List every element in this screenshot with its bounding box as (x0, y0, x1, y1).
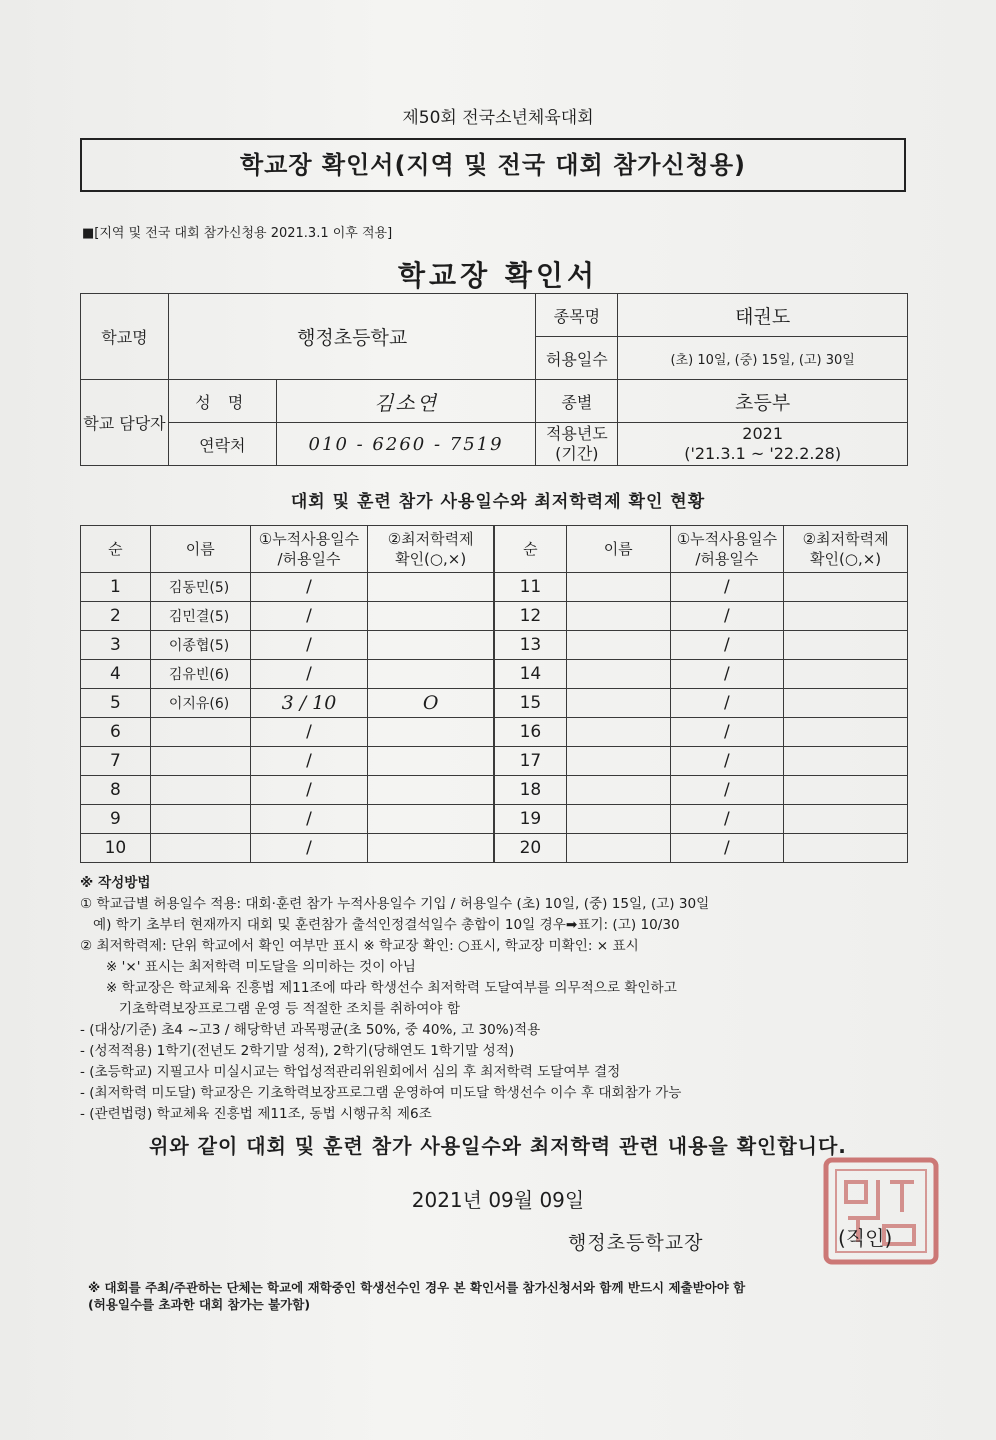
col-days-line1: ①누적사용일수 (258, 530, 360, 548)
academic-check (784, 689, 908, 718)
confirmation-statement: 위와 같이 대회 및 훈련 참가 사용일수와 최저학력 관련 내용을 확인합니다. (149, 1134, 847, 1158)
col-check-line2: 확인(○,×) (395, 550, 467, 568)
allowed-days-label: 허용일수 (536, 337, 618, 380)
days-used: / (250, 631, 368, 660)
table-row (81, 573, 494, 602)
row-number: 17 (495, 747, 567, 776)
academic-check (784, 834, 908, 863)
col-days-line1: ①누적사용일수 (676, 530, 778, 548)
days-used: / (250, 747, 368, 776)
year-period: ('21.3.1 ~ '22.2.28) (684, 444, 842, 463)
academic-check (368, 602, 494, 631)
instruction-line: 기초학력보장프로그램 운영 등 적절한 조치를 취하여야 함 (80, 1001, 460, 1017)
table-row (81, 805, 494, 834)
page-title: 학교장 확인서 (397, 259, 599, 292)
row-number: 11 (495, 573, 567, 602)
table-row (495, 747, 908, 776)
days-used: / (670, 834, 784, 863)
table-row (81, 747, 494, 776)
issue-date: 2021년 09월 09일 (411, 1188, 585, 1212)
col-days-line2: /허용일수 (695, 550, 759, 568)
student-name (566, 747, 670, 776)
footnote-line1: ※ 대회를 주최/주관하는 단체는 학교에 재학중인 학생선수인 경우 본 확인서를 참가신청서와 함께 반드시 제출받아야 함 (88, 1280, 746, 1295)
instruction-line: 예) 학기 초부터 현재까지 대회 및 훈련참가 출석인정결석일수 총합이 10일 경우➡표기: (고) 10/30 (80, 917, 680, 933)
instruction-line: - (관련법령) 학교체육 진흥법 제11조, 동법 시행규칙 제6조 (80, 1106, 432, 1122)
roster-table-right (494, 525, 908, 863)
academic-check (368, 573, 494, 602)
name-label: 성 명 (168, 380, 276, 423)
days-used: / (250, 718, 368, 747)
student-name: 김유빈(6) (150, 660, 250, 689)
academic-check (784, 602, 908, 631)
row-number: 12 (495, 602, 567, 631)
table-row (495, 834, 908, 863)
table-row (81, 718, 494, 747)
row-number: 5 (81, 689, 151, 718)
days-used: / (670, 776, 784, 805)
footnote (88, 1279, 745, 1313)
student-name: 김동민(5) (150, 573, 250, 602)
col-name-header: 이름 (566, 526, 670, 573)
student-name (566, 776, 670, 805)
days-used: / (670, 573, 784, 602)
table-row (495, 718, 908, 747)
row-number: 18 (495, 776, 567, 805)
academic-check: O (368, 689, 494, 718)
row-number: 20 (495, 834, 567, 863)
division-label: 종별 (536, 380, 618, 423)
year-value (618, 423, 908, 466)
table-row (495, 689, 908, 718)
col-check-header (368, 526, 494, 573)
student-name (566, 805, 670, 834)
row-number: 13 (495, 631, 567, 660)
row-number: 19 (495, 805, 567, 834)
year-label-line2: (기간) (555, 444, 599, 463)
student-name (150, 776, 250, 805)
col-no-header: 순 (495, 526, 567, 573)
row-number: 4 (81, 660, 151, 689)
row-number: 7 (81, 747, 151, 776)
footnote-line2: (허용일수를 초과한 대회 참가는 불가함) (88, 1297, 311, 1312)
row-number: 15 (495, 689, 567, 718)
instruction-line: ※ 학교장은 학교체육 진흥법 제11조에 따라 학생선수 최저학력 도달여부를 의무적으로 확인하고 (80, 980, 677, 996)
academic-check (368, 660, 494, 689)
document-title-box: 학교장 확인서(지역 및 전국 대회 참가신청용) (80, 138, 906, 192)
row-number: 1 (81, 573, 151, 602)
instruction-line: - (성적적용) 1학기(전년도 2학기말 성적), 2학기(당해연도 1학기말 성적) (80, 1043, 515, 1059)
col-check-line1: ②최저학력제 (387, 530, 474, 548)
col-name-header: 이름 (150, 526, 250, 573)
student-name (566, 602, 670, 631)
days-used: / (670, 718, 784, 747)
academic-check (784, 776, 908, 805)
instruction-line: ※ '×' 표시는 최저학력 미도달을 의미하는 것이 아님 (80, 959, 416, 975)
table-row (81, 776, 494, 805)
school-value: 행정초등학교 (168, 294, 536, 380)
academic-check (368, 776, 494, 805)
contact-value: 010 - 6260 - 7519 (276, 423, 536, 466)
table-row (495, 602, 908, 631)
manager-label: 학교 담당자 (81, 380, 169, 466)
days-used: / (250, 573, 368, 602)
table-row (495, 776, 908, 805)
academic-check (784, 631, 908, 660)
row-number: 10 (81, 834, 151, 863)
student-name (150, 834, 250, 863)
sport-value: 태권도 (618, 294, 908, 337)
official-seal-stamp (818, 1152, 944, 1270)
year-label (536, 423, 618, 466)
academic-check (368, 805, 494, 834)
instruction-line: ① 학교급별 허용일수 적용: 대회·훈련 참가 누적사용일수 기입 / 허용일수 (초) 10일, (중) 15일, (고) 30일 (80, 896, 710, 912)
days-used: / (670, 631, 784, 660)
student-name: 이종협(5) (150, 631, 250, 660)
academic-check (784, 747, 908, 776)
year-value-line1: 2021 (742, 424, 784, 443)
row-number: 6 (81, 718, 151, 747)
contact-label: 연락처 (168, 423, 276, 466)
instruction-line: ※ 작성방법 (80, 875, 151, 891)
table-row (495, 573, 908, 602)
instruction-line: - (최저학력 미도달) 학교장은 기초학력보장프로그램 운영하여 미도달 학생선수 이수 후 대회참가 가능 (80, 1085, 682, 1101)
student-name (566, 834, 670, 863)
table-row (81, 689, 494, 718)
table-row (495, 805, 908, 834)
student-name (150, 747, 250, 776)
days-used: / (670, 660, 784, 689)
academic-check (784, 573, 908, 602)
row-number: 9 (81, 805, 151, 834)
student-name: 이지유(6) (150, 689, 250, 718)
col-check-line2: 확인(○,×) (810, 550, 882, 568)
student-name (566, 689, 670, 718)
days-used: / (250, 805, 368, 834)
days-used: / (670, 602, 784, 631)
col-days-line2: /허용일수 (277, 550, 341, 568)
table-row (495, 631, 908, 660)
days-used: / (250, 602, 368, 631)
seal-label: (직인) (838, 1226, 893, 1250)
table-row (81, 631, 494, 660)
sport-label: 종목명 (536, 294, 618, 337)
col-check-line1: ②최저학력제 (802, 530, 889, 548)
days-used: / (670, 805, 784, 834)
days-used: / (670, 689, 784, 718)
row-number: 8 (81, 776, 151, 805)
table-row (81, 602, 494, 631)
instruction-line: - (대상/기준) 초4 ~고3 / 해당학년 과목평균(초 50%, 중 40%, 고 30%)적용 (80, 1022, 541, 1038)
days-used: / (250, 834, 368, 863)
student-name (566, 631, 670, 660)
student-name (150, 805, 250, 834)
student-name (566, 660, 670, 689)
roster-title: 대회 및 훈련 참가 사용일수와 최저학력제 확인 현황 (290, 492, 706, 512)
col-check-header (784, 526, 908, 573)
row-number: 3 (81, 631, 151, 660)
event-title: 제50회 전국소년체육대회 (402, 108, 594, 128)
allowed-days-value: (초) 10일, (중) 15일, (고) 30일 (618, 337, 908, 380)
row-number: 2 (81, 602, 151, 631)
col-days-header (670, 526, 784, 573)
name-value: 김소연 (276, 380, 536, 423)
school-label: 학교명 (81, 294, 169, 380)
row-number: 16 (495, 718, 567, 747)
table-row (495, 660, 908, 689)
col-no-header: 순 (81, 526, 151, 573)
table-row (81, 834, 494, 863)
academic-check (368, 718, 494, 747)
academic-check (368, 747, 494, 776)
academic-check (784, 805, 908, 834)
academic-check (368, 834, 494, 863)
instructions-block (80, 873, 910, 1125)
academic-check (784, 718, 908, 747)
student-name (150, 718, 250, 747)
academic-check (784, 660, 908, 689)
instruction-line: ② 최저학력제: 단위 학교에서 확인 여부만 표시 ※ 학교장 확인: ○표시, 학교장 미확인: × 표시 (80, 938, 639, 954)
roster-table-left (80, 525, 494, 863)
days-used: 3 / 10 (250, 689, 368, 718)
col-days-header (250, 526, 368, 573)
year-label-line1: 적용년도 (545, 424, 608, 443)
academic-check (368, 631, 494, 660)
division-value: 초등부 (618, 380, 908, 423)
student-name: 김민결(5) (150, 602, 250, 631)
school-info-table (80, 293, 908, 466)
instruction-line: - (초등학교) 지필고사 미실시교는 학업성적관리위원회에서 심의 후 최저학력 도달여부 결정 (80, 1064, 621, 1080)
days-used: / (250, 660, 368, 689)
student-name (566, 718, 670, 747)
principal-name: 행정초등학교장 (568, 1232, 704, 1254)
days-used: / (670, 747, 784, 776)
table-row (81, 660, 494, 689)
days-used: / (250, 776, 368, 805)
row-number: 14 (495, 660, 567, 689)
student-name (566, 573, 670, 602)
applicability-note: ■[지역 및 전국 대회 참가신청용 2021.3.1 이후 적용] (82, 226, 393, 241)
